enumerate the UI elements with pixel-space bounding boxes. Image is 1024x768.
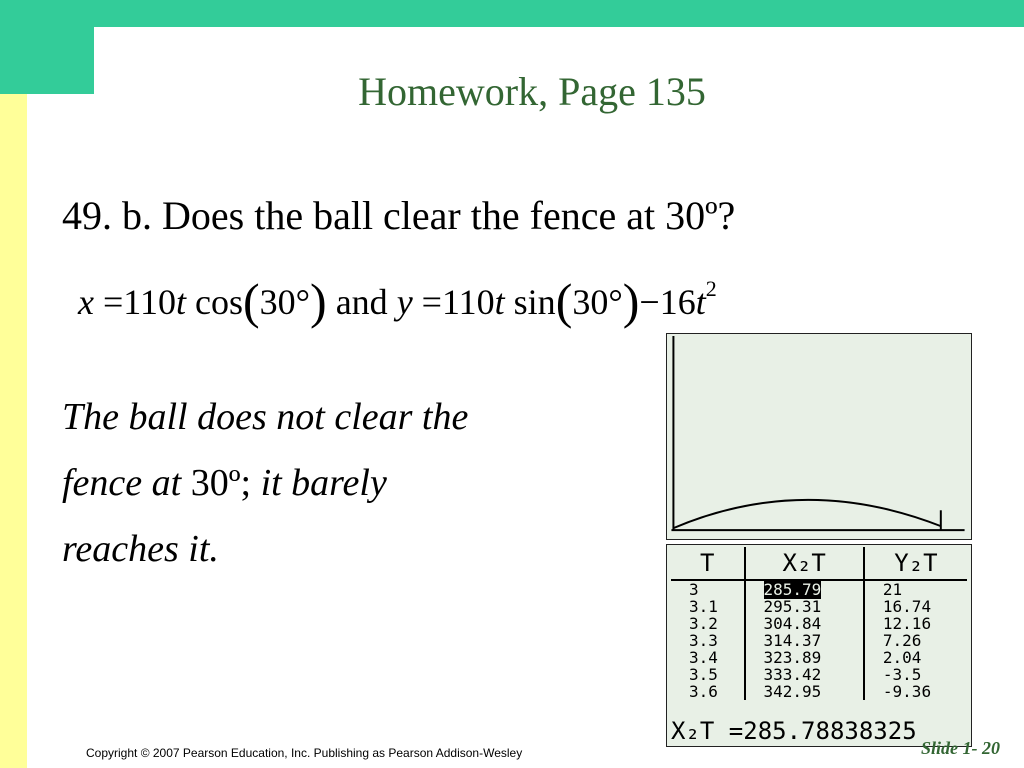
values-table [671,547,967,700]
copyright-footer: Copyright © 2007 Pearson Education, Inc. Publishing as Pearson Addison-Wesley [86,746,523,760]
eq-angle-1: 30° [259,282,311,322]
answer-line-1: The ball does not clear the [62,396,469,438]
col-header-t: T [671,547,745,580]
cell-y: 2.04 [882,648,922,667]
cell-x: 342.95 [745,683,864,700]
cell-x: 323.89 [745,649,864,666]
answer-text [62,384,622,582]
cell-t: 3.6 [689,682,718,701]
eq-y-var: y [396,282,413,322]
cell-y: 21 [882,580,903,599]
eq-t-var-3: t [695,282,706,322]
cell-y: 16.74 [882,597,932,616]
cell-t: 3.5 [689,665,718,684]
trajectory-plot [667,334,971,539]
cell-x-value: 285.79 [763,580,822,599]
col-header-x: X₂T [745,547,864,580]
slide-title: Homework, Page 135 [358,69,706,114]
eq-exponent: 2 [705,276,717,301]
cell-x: 304.84 [745,615,864,632]
answer-line-2a: fence at [62,462,182,504]
table-row [671,666,967,683]
cell-t: 3 [689,580,699,599]
eq-angle-2: 30° [572,282,623,322]
cell-y: -9.36 [882,682,932,701]
eq-t-var-2: t [494,282,505,322]
calculator-graph-screenshot [666,333,972,540]
parametric-equation: x =110t cos(30°) and y =110t $\sin(30^\circ)-16t^2$ [78,273,717,329]
eq-16: 16 [659,282,696,322]
cell-t: 3.2 [689,614,718,633]
calculator-table-screenshot [666,544,972,747]
eq-and: and [335,282,388,322]
question-text: 49. b. Does the ball clear the fence at 30º? [62,193,736,238]
eq-cos: cos [194,282,243,322]
eq-x-var: x [78,282,94,322]
top-accent-bar [0,0,1024,27]
table-row [671,580,967,598]
cell-x: 333.42 [745,666,864,683]
cell-y: -3.5 [882,665,922,684]
answer-line-2b: 30º; [190,462,252,504]
cell-t: 3.3 [689,631,718,650]
eq-t-var-1: t [175,282,186,322]
eq-sin: sin [513,282,556,322]
cell-t: 3.1 [689,597,718,616]
table-row [671,683,967,700]
eq-equals-2: = [421,282,442,322]
table-row [671,598,967,615]
table-row [671,649,967,666]
answer-line-2c: it barely [260,462,387,504]
eq-y-coef: 110 [441,282,495,322]
left-accent-bar [0,94,27,768]
slide-number: Slide 1- 20 [921,738,1000,758]
cell-x: 295.31 [745,598,864,615]
answer-line-3: reaches it. [62,528,219,570]
eq-minus: − [639,282,660,322]
cell-y: 7.26 [882,631,922,650]
calculator-readout: X₂T =285.78838325 [671,717,917,745]
eq-x-coef: 110 [123,282,176,322]
cell-x-selected [745,580,864,598]
table-row [671,615,967,632]
cell-t: 3.4 [689,648,718,667]
col-header-y: Y₂T [864,547,967,580]
eq-equals-1: = [102,282,124,322]
table-row [671,632,967,649]
cell-x: 314.37 [745,632,864,649]
cell-y: 12.16 [882,614,932,633]
